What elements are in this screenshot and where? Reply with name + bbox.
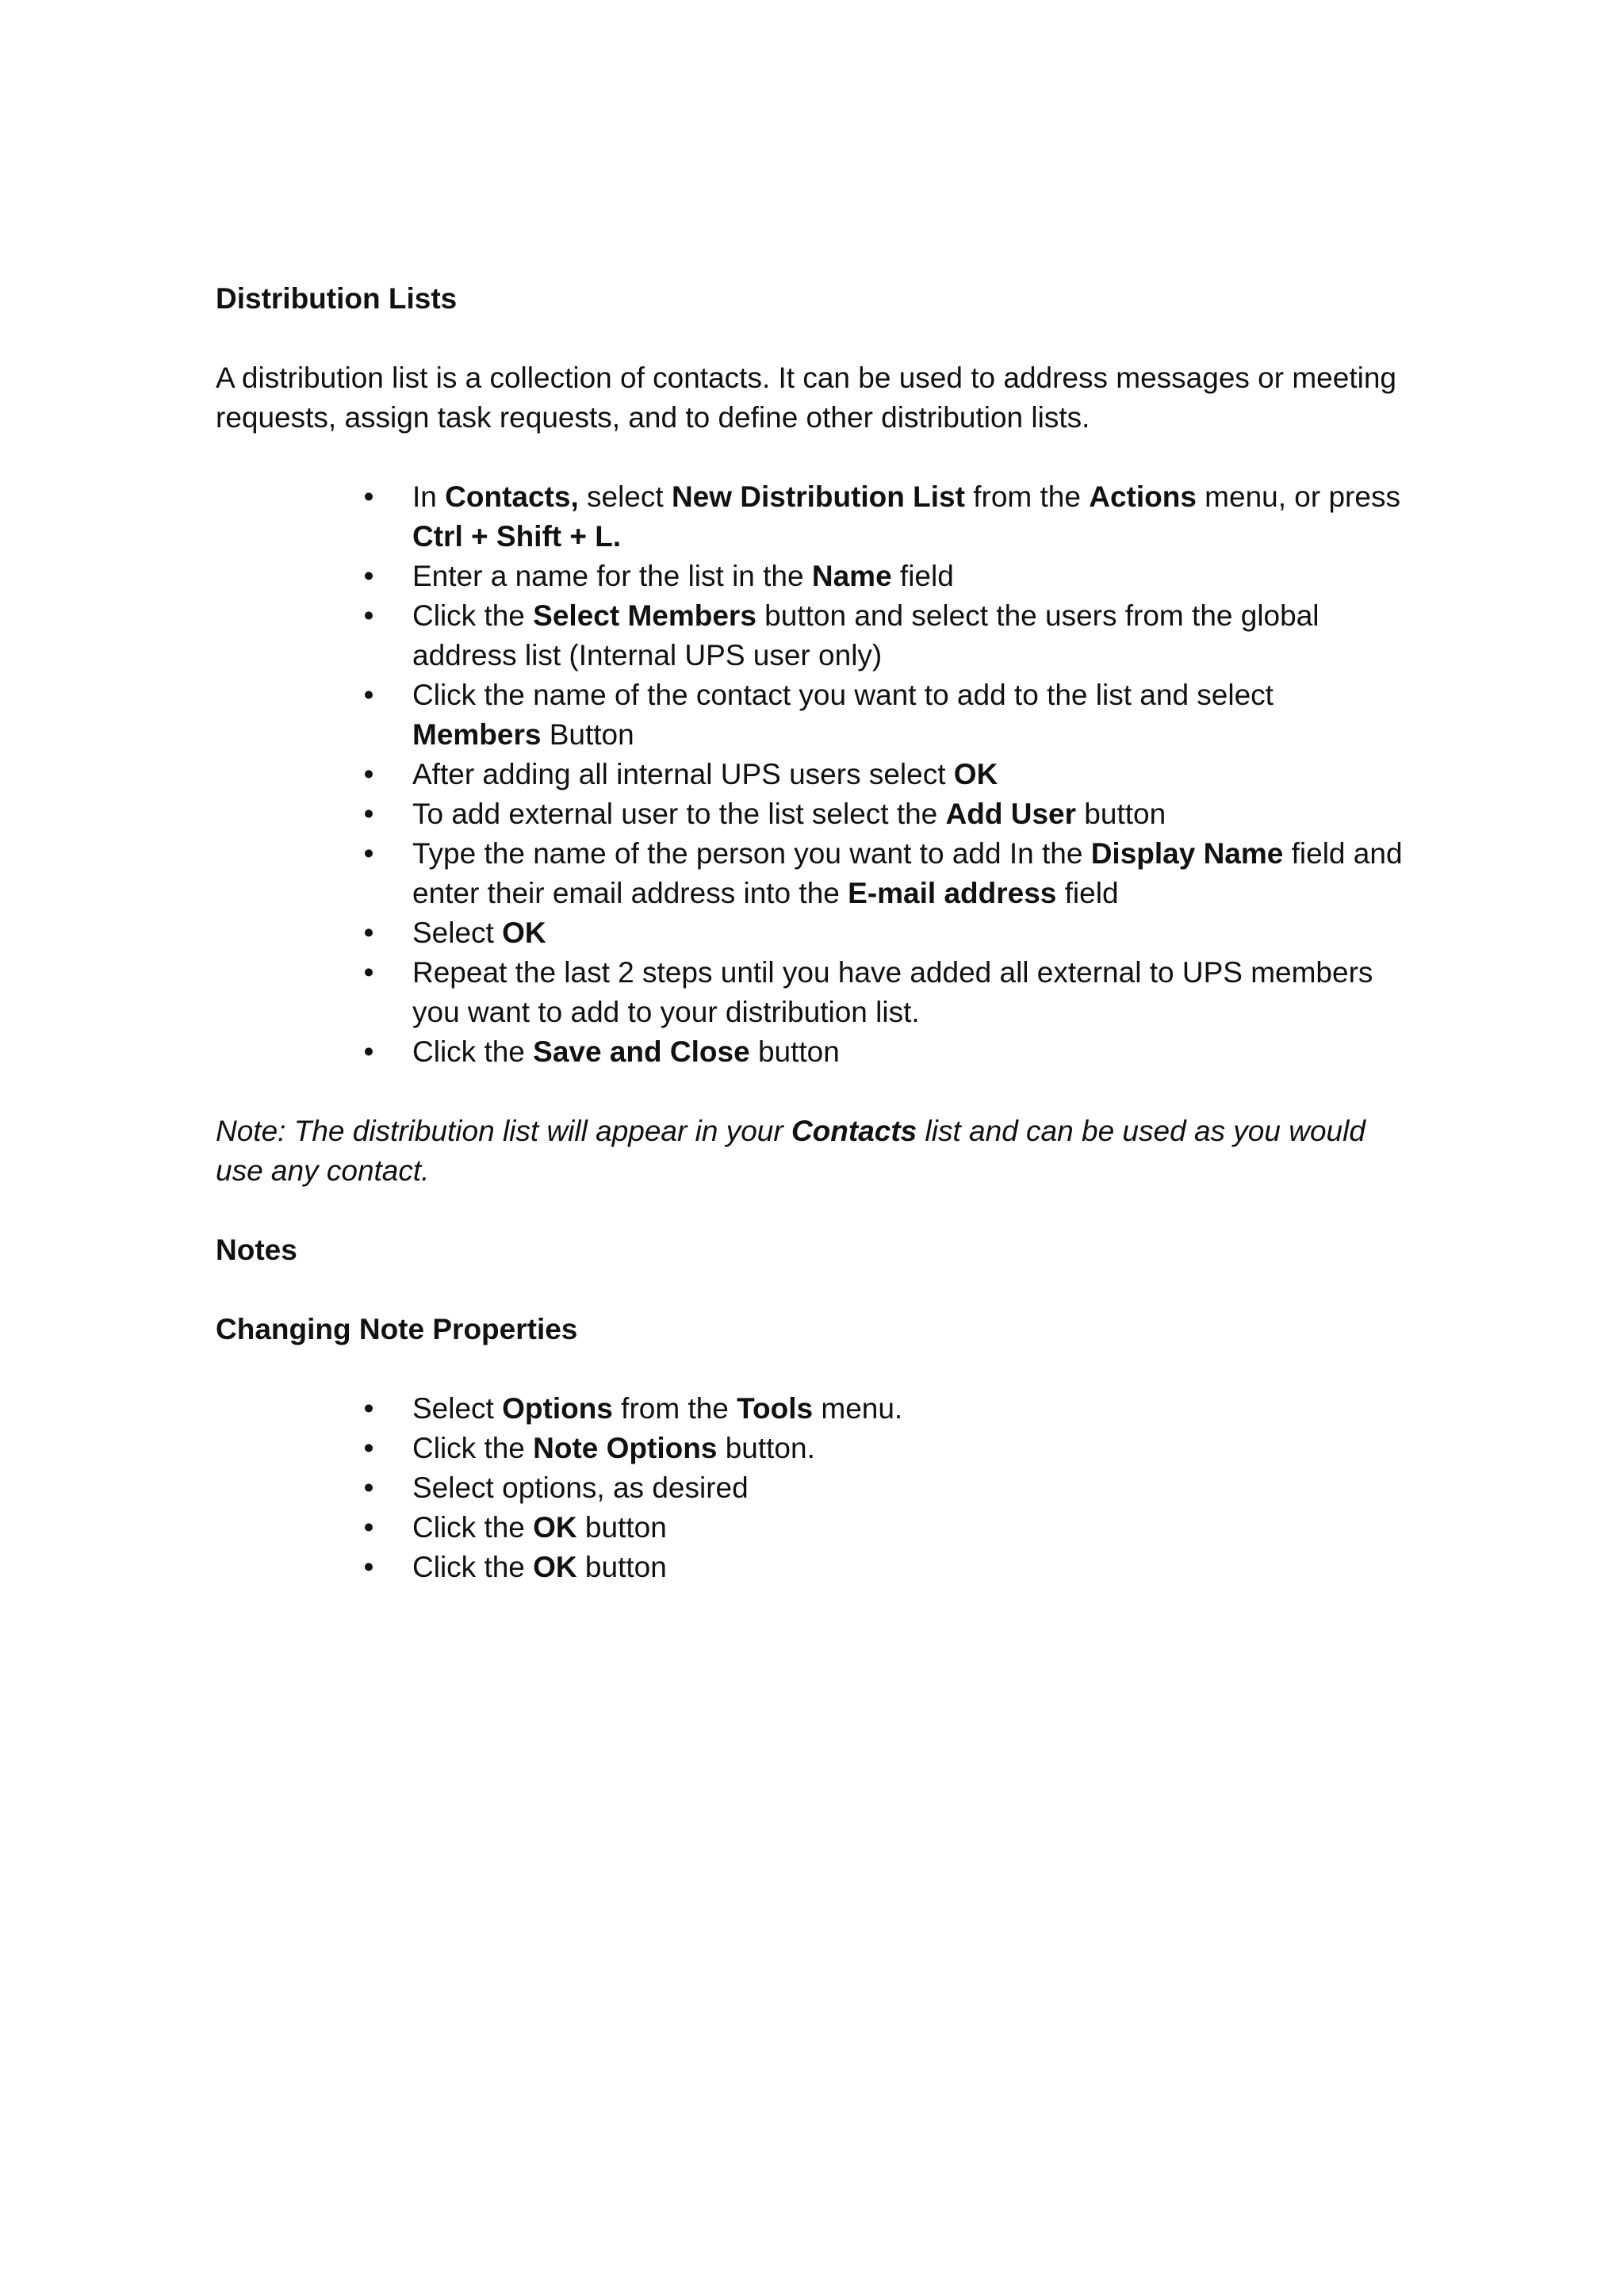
list-item-text: Click the name of the contact you want to add to the list and select <box>412 679 1274 711</box>
list-item-text: field <box>891 560 954 592</box>
list-item <box>363 1548 1405 1587</box>
document-content <box>216 279 1405 1587</box>
list-item-bold-text: Actions <box>1089 480 1197 513</box>
list-item-text: Click the <box>412 599 534 632</box>
list-item <box>363 794 1405 834</box>
list-item-bold-text: E-mail address <box>848 877 1057 909</box>
list-item-text: Select <box>412 1392 503 1425</box>
list-item <box>363 834 1405 913</box>
list-item-bold-text: OK <box>533 1511 577 1544</box>
bullet-icon: • <box>363 1551 374 1583</box>
list-item-bold-text: Display Name <box>1090 837 1284 870</box>
list-item-text: button <box>749 1035 840 1068</box>
list-item-text: Repeat the last 2 steps until you have added all external to UPS members you want to add to your distribution list. <box>412 956 1373 1028</box>
list-item-bold-text: Tools <box>737 1392 814 1425</box>
bullet-icon: • <box>363 798 374 830</box>
bullet-icon: • <box>363 1511 374 1544</box>
list-item-text: from the <box>612 1392 737 1425</box>
list-item <box>363 596 1405 675</box>
list-item-text: Click the <box>412 1432 534 1464</box>
list-item-text: field <box>1056 877 1119 909</box>
list-item <box>363 953 1405 1032</box>
list-item-text: button <box>576 1511 667 1544</box>
list-item-text: Click the <box>412 1511 534 1544</box>
list-item-text: Click the <box>412 1035 534 1068</box>
bullet-icon: • <box>363 837 374 870</box>
note-text-end: list and can be used as you would use any contact. <box>216 1115 1365 1187</box>
list-item-bold-text: OK <box>533 1551 577 1583</box>
list-item-text: In <box>412 480 446 513</box>
list-item-bold-text: Select Members <box>533 599 756 632</box>
bullet-icon: • <box>363 916 374 949</box>
list-item-text: Button <box>541 718 634 751</box>
list-item <box>363 557 1405 596</box>
bullet-icon: • <box>363 560 374 592</box>
list-item-bold-text: Members <box>412 718 542 751</box>
list-item-bold-text: Contacts, <box>445 480 579 513</box>
list-item-bold-text: Ctrl + Shift + L. <box>412 520 622 553</box>
list-item <box>363 1508 1405 1548</box>
list-item <box>363 1389 1405 1429</box>
note-text-bold: Contacts <box>791 1115 917 1147</box>
list-item <box>363 1032 1405 1072</box>
list-item-bold-text: OK <box>953 758 998 790</box>
section-heading-notes: Notes <box>216 1234 297 1266</box>
list-item <box>363 755 1405 794</box>
list-item-text: Click the <box>412 1551 534 1583</box>
list-item <box>363 675 1405 755</box>
list-item-text: After adding all internal UPS users select <box>412 758 954 790</box>
bullet-icon: • <box>363 1035 374 1068</box>
list-item <box>363 1468 1405 1508</box>
list-item-text: select <box>578 480 672 513</box>
list-item-text: menu. <box>813 1392 903 1425</box>
bullet-icon: • <box>363 1471 374 1504</box>
list-item-text: To add external user to the list select the <box>412 798 946 830</box>
bullet-icon: • <box>363 480 374 513</box>
list-item-text: button <box>1076 798 1166 830</box>
list-item-text: Select options, as desired <box>412 1471 749 1504</box>
list-item-bold-text: OK <box>502 916 546 949</box>
list-item-bold-text: Add User <box>945 798 1077 830</box>
list-item-text: button and select the users from the global address list (Internal UPS user only) <box>412 599 1320 672</box>
list-item-bold-text: Note Options <box>533 1432 718 1464</box>
list-item-bold-text: Options <box>502 1392 613 1425</box>
bullet-icon: • <box>363 956 374 989</box>
note-paragraph <box>216 1112 1405 1191</box>
list-item-text: button. <box>717 1432 815 1464</box>
distribution-list-steps <box>216 477 1405 1072</box>
list-item-bold-text: Name <box>811 560 892 592</box>
note-properties-steps <box>216 1389 1405 1587</box>
list-item-text: from the <box>964 480 1090 513</box>
note-text-start: Note: The distribution list will appear in your <box>216 1115 791 1147</box>
list-item-text: field and enter their email address into the <box>412 837 1403 909</box>
list-item-text: Enter a name for the list in the <box>412 560 812 592</box>
list-item-text: Type the name of the person you want to add In the <box>412 837 1091 870</box>
list-item-bold-text: New Distribution List <box>671 480 965 513</box>
list-item-text: menu, or press <box>1196 480 1400 513</box>
subheading-changing-note-properties: Changing Note Properties <box>216 1313 578 1345</box>
intro-paragraph: A distribution list is a collection of contacts. It can be used to address messages or meeting requests, assign task requests, and to define other distribution lists. <box>216 362 1396 434</box>
section-heading-distribution-lists: Distribution Lists <box>216 282 458 315</box>
list-item <box>363 1429 1405 1468</box>
list-item-bold-text: Save and Close <box>533 1035 750 1068</box>
bullet-icon: • <box>363 758 374 790</box>
list-item <box>363 913 1405 953</box>
bullet-icon: • <box>363 679 374 711</box>
bullet-icon: • <box>363 1432 374 1464</box>
bullet-icon: • <box>363 599 374 632</box>
list-item <box>363 477 1405 557</box>
bullet-icon: • <box>363 1392 374 1425</box>
list-item-text: button <box>576 1551 667 1583</box>
list-item-text: Select <box>412 916 503 949</box>
